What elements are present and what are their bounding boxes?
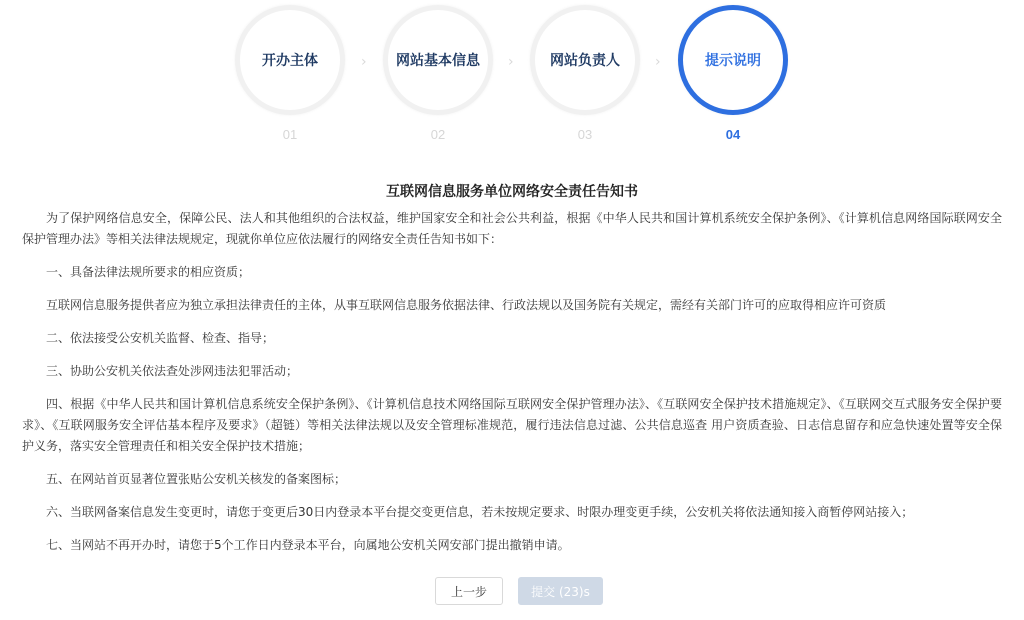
- document-paragraph-7: 七、当网站不再开办时，请您于5个工作日内登录本平台，向属地公安机关网安部门提出撤销申请。: [46, 538, 570, 552]
- notice-document: [22, 182, 1002, 556]
- chevron-right-icon: ›: [508, 54, 514, 70]
- step-3-label: 网站负责人: [550, 53, 620, 69]
- step-4-number: 04: [725, 127, 741, 142]
- step-4-label: 提示说明: [705, 53, 761, 69]
- step-4: [678, 5, 788, 142]
- document-paragraph-6: 六、当联网备案信息发生变更时，请您于变更后30日内登录本平台提交变更信息，若未按规定要求、时限办理变更手续，公安机关将依法通知接入商暂停网站接入；: [46, 505, 914, 519]
- chevron-right-icon: ›: [361, 54, 367, 70]
- step-1-label: 开办主体: [262, 53, 318, 69]
- submit-button[interactable]: 提交 (23)s: [518, 577, 603, 605]
- document-paragraph-intro: 为了保护网络信息安全，保障公民、法人和其他组织的合法权益，维护国家安全和社会公共利益，根据《中华人民共和国计算机系统安全保护条例》、《计算机信息网络国际联网安全保护管理办法》等相关法律法规规定，现就你单位应依法履行的网络安全责任告知书如下：: [22, 211, 1002, 246]
- document-paragraph-4: 四、根据《中华人民共和国计算机信息系统安全保护条例》、《计算机信息技术网络国际互联网安全保护管理办法》、《互联网安全保护技术措施规定》、《互联网交互式服务安全保护要求》、《互联网服务安全评估基本程序及要求》（超链）等相关法律法规以及安全管理标准规范，履行违法信息过滤、公共信息巡查 用户资质查验、日志信息留存和应急快速处置等安全保护义务，落实安全管理责任和相关安全保护技术措施；: [22, 397, 1002, 453]
- step-2: [383, 5, 493, 142]
- step-1: [235, 5, 345, 142]
- chevron-right-icon: ›: [655, 54, 661, 70]
- previous-step-button[interactable]: 上一步: [435, 577, 503, 605]
- step-3: [530, 5, 640, 142]
- document-paragraph-3: 三、协助公安机关依法查处涉网违法犯罪活动；: [46, 364, 299, 378]
- step-3-number: 03: [577, 127, 593, 142]
- action-buttons: [0, 577, 1024, 607]
- step-3-circle: [530, 5, 640, 115]
- step-1-number: 01: [282, 127, 298, 142]
- step-2-circle: [383, 5, 493, 115]
- step-2-label: 网站基本信息: [396, 53, 480, 69]
- step-progress: [0, 0, 1024, 150]
- document-paragraph-5: 五、在网站首页显著位置张贴公安机关核发的备案图标；: [46, 472, 347, 486]
- document-paragraph-1-detail: 互联网信息服务提供者应为独立承担法律责任的主体，从事互联网信息服务依据法律、行政法规以及国务院有关规定，需经有关部门许可的应取得相应许可资质: [46, 298, 887, 312]
- document-title: 互联网信息服务单位网络安全责任告知书: [386, 184, 638, 200]
- step-4-circle: [678, 5, 788, 115]
- document-paragraph-2: 二、依法接受公安机关监督、检查、指导；: [46, 331, 275, 345]
- document-paragraph-1: 一、具备法律法规所要求的相应资质；: [46, 265, 251, 279]
- step-2-number: 02: [430, 127, 446, 142]
- step-1-circle: [235, 5, 345, 115]
